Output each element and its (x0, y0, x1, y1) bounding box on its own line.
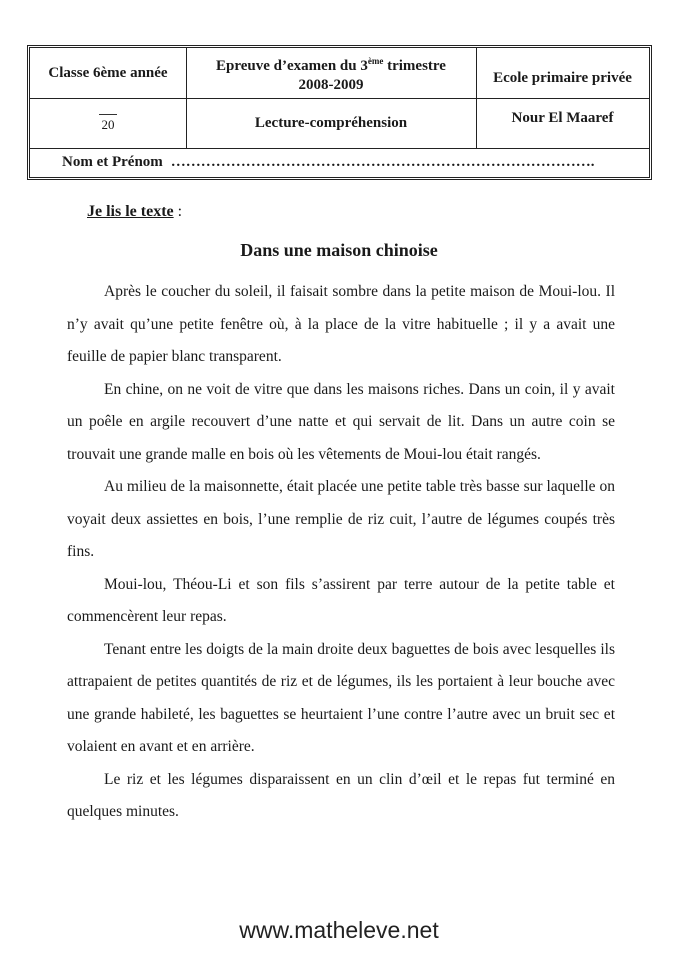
paragraph: Après le coucher du soleil, il faisait sombre dans la petite maison de Moui-lou. Il n’y avait qu’une petite fenêtre où, à la place de la vitre habituelle ; il y a avait une feuille de papier blanc transparent. (67, 283, 615, 365)
score-blank (99, 114, 117, 115)
reading-text (67, 276, 615, 829)
exam-subject: Lecture-compréhension (254, 114, 408, 131)
school-name (476, 48, 649, 148)
school-line-1: Ecole primaire privée (493, 70, 632, 86)
instruction: Je lis le texte : (87, 203, 183, 220)
paragraph: Moui-lou, Théou-Li et son fils s’assirent par terre autour de la petite table et commencèrent leur repas. (67, 575, 615, 625)
school-line-2: Nour El Maaref (511, 110, 614, 126)
instruction-label: Je lis le texte (87, 203, 174, 220)
score-total: 20 (101, 116, 115, 132)
score-box (30, 98, 186, 148)
class-level: Classe 6ème année (48, 64, 168, 81)
paragraph: Tenant entre les doigts de la main droite deux baguettes de bois avec lesquelles ils attrapaient de petites quantités de riz et de légumes, ils les portaient à leur bouche avec une grande habileté, les baguettes se heurtaient l’une contre l’autre avec un bruit sec et volaient en avant et en arrière. (67, 640, 615, 755)
paragraph: Le riz et les légumes disparaissent en un clin d’œil et le repas fut terminé en quelques minutes. (67, 770, 615, 820)
name-dots: …………………………………………………………………………. (170, 154, 595, 170)
exam-title-line: Epreuve d’examen du 3ème trimestre (216, 55, 446, 74)
text-title: Dans une maison chinoise (240, 240, 438, 260)
name-field (30, 148, 649, 177)
website-watermark: www.matheleve.net (239, 917, 439, 943)
exam-header-table (27, 45, 652, 180)
paragraph: En chine, on ne voit de vitre que dans les maisons riches. Dans un coin, il y avait un poêle en argile recouvert d’une natte et qui servait de lit. Dans un autre coin se trouvait une grande malle en bois où les vêtements de Moui-lou était rangés. (67, 380, 615, 463)
exam-year: 2008-2009 (298, 76, 364, 93)
exam-title (186, 48, 476, 98)
name-label: Nom et Prénom (62, 154, 163, 170)
paragraph: Au milieu de la maisonnette, était placée une petite table très basse sur laquelle on voyait deux assiettes en bois, l’une remplie de riz cuit, l’autre de légumes coupés très fins. (67, 478, 615, 560)
